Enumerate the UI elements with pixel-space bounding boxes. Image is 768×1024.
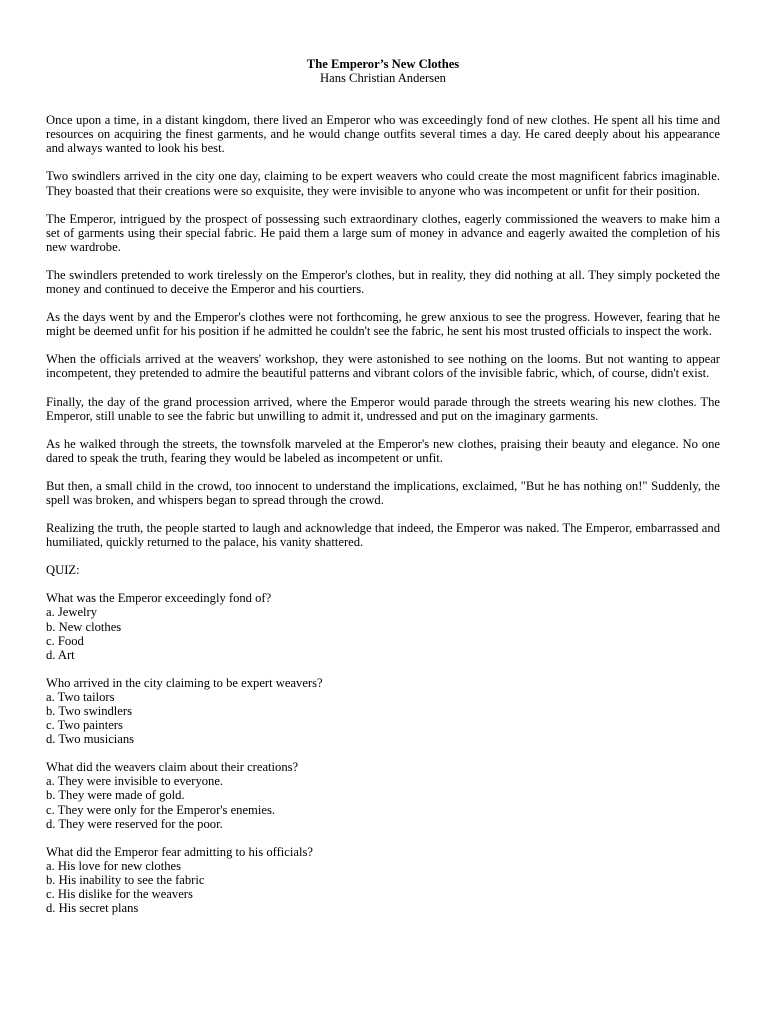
question-text: What was the Emperor exceedingly fond of? [46, 591, 272, 606]
question-text: What did the Emperor fear admitting to his officials? [46, 844, 313, 859]
answer-option: d. Art [46, 647, 75, 662]
quiz-question-2 [46, 676, 720, 746]
story-paragraph-8: As he walked through the streets, the townsfolk marveled at the Emperor's new clothes, praising their beauty and elegance. No one dared to speak the truth, fearing they would be labeled as incompetent or unfit. [46, 436, 720, 465]
story-paragraph-10: Realizing the truth, the people started to laugh and acknowledge that indeed, the Emperor was naked. The Emperor, embarrassed and humiliated, quickly returned to the palace, his vanity shattered. [46, 521, 720, 550]
answer-option: d. Two musicians [46, 732, 135, 747]
answer-option: d. They were reserved for the poor. [46, 816, 223, 831]
question-text: Who arrived in the city claiming to be expert weavers? [46, 675, 323, 690]
story-paragraph-9: But then, a small child in the crowd, too innocent to understand the implications, exclaimed, "But he has nothing on!" Suddenly, the spell was broken, and whispers began to spread through the crowd. [46, 478, 720, 507]
answer-option: a. Jewelry [46, 605, 98, 620]
document-header [46, 57, 720, 85]
answer-option: c. His dislike for the weavers [46, 887, 193, 902]
answer-option: b. They were made of gold. [46, 788, 185, 803]
answer-option: b. Two swindlers [46, 704, 132, 718]
story-paragraph-2: Two swindlers arrived in the city one day, claiming to be expert weavers who could create the most magnificent fabrics imaginable. They boasted that their creations were so exquisite, they were invisible to anyone who was incompetent or unfit for their position. [46, 169, 720, 198]
answer-option: a. They were invisible to everyone. [46, 774, 224, 789]
answer-option: d. His secret plans [46, 901, 139, 916]
answer-option: a. Two tailors [46, 689, 115, 704]
story-paragraph-6: When the officials arrived at the weavers' workshop, they were astonished to see nothing on the looms. But not wanting to appear incompetent, they pretended to admire the beautiful patterns and vibrant colors of the invisible fabric, which, of course, didn't exist. [46, 352, 720, 381]
question-text: What did the weavers claim about their creations? [46, 760, 299, 775]
quiz-question-3 [46, 760, 720, 830]
document-title: The Emperor’s New Clothes [306, 57, 460, 71]
answer-option: c. Food [46, 633, 84, 648]
story-paragraph-4: The swindlers pretended to work tirelessly on the Emperor's clothes, but in reality, they did nothing at all. They simply pocketed the money and continued to deceive the Emperor and his courtiers. [46, 267, 720, 297]
story-paragraph-7: Finally, the day of the grand procession arrived, where the Emperor would parade through the streets wearing his new clothes. The Emperor, still unable to see the fabric but unwilling to admit it, undressed and put on the imaginary garments. [46, 394, 720, 423]
story-paragraph-5: As the days went by and the Emperor's clothes were not forthcoming, he grew anxious to see the progress. However, fearing that he might be deemed unfit for his position if he admitted he couldn't see the fabric, he sent his most trusted officials to inspect the work. [46, 310, 720, 339]
quiz-question-1 [46, 591, 720, 661]
answer-option: c. They were only for the Emperor's enemies. [46, 802, 275, 817]
answer-option: c. Two painters [46, 718, 123, 733]
story-paragraph-3: The Emperor, intrigued by the prospect of possessing such extraordinary clothes, eagerly commissioned the weavers to make him a set of garments using their special fabric. He paid them a large sum of money in advance and eagerly awaited the completion of his new wardrobe. [46, 211, 720, 254]
quiz-question-4 [46, 845, 720, 915]
answer-option: a. His love for new clothes [46, 858, 181, 873]
answer-option: b. His inability to see the fabric [46, 872, 205, 887]
story-paragraph-1: Once upon a time, in a distant kingdom, there lived an Emperor who was exceedingly fond of new clothes. He spent all his time and resources on acquiring the finest garments, and he would change outfits several times a day. He cared deeply about his appearance and always wanted to look his best. [46, 113, 720, 156]
document-body [46, 57, 720, 929]
answer-option: b. New clothes [46, 619, 122, 634]
quiz-heading: QUIZ: [46, 563, 80, 578]
document-author: Hans Christian Andersen [320, 71, 446, 86]
